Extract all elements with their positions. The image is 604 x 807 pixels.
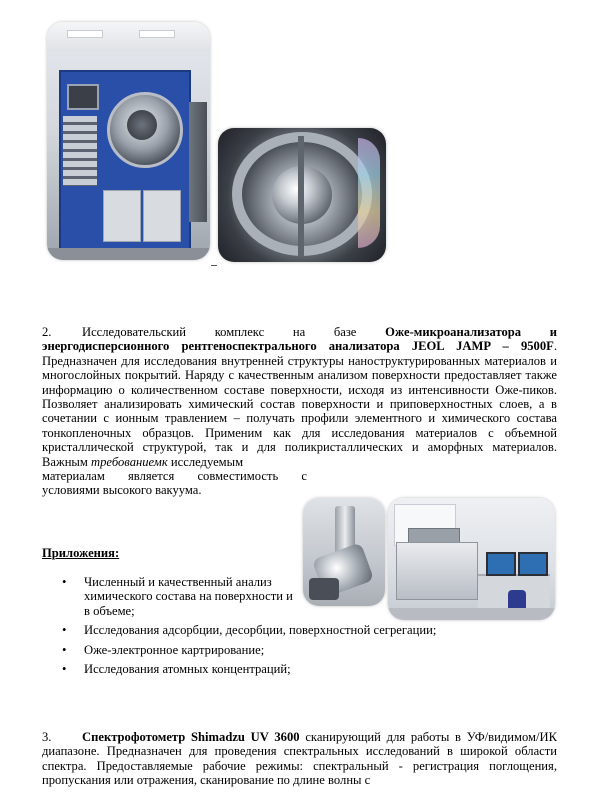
bullet-icon: • [62, 642, 67, 657]
section-2-intro: Исследовательский комплекс на базе [82, 325, 357, 339]
list-item [42, 575, 557, 618]
photo-chamber-core [127, 110, 157, 140]
photo-floor [47, 248, 210, 260]
section-3-title: Спектрофотометр Shimadzu UV 3600 [82, 730, 300, 744]
photo-monitor [486, 552, 516, 576]
photo-side-unit [189, 102, 207, 222]
section-2-title: Оже-микроанализатора и энергодисперсионного рентгеноспектрального анализатора JEOL JAMP – 9500F [42, 325, 557, 354]
list-item-text: Исследования атомных концентраций; [84, 662, 291, 677]
bullet-icon: • [62, 575, 67, 589]
vacuum-chamber-interior-photo [218, 128, 386, 262]
divider-mark [211, 265, 217, 266]
list-item-text: Исследования адсорбции, десорбции, поверхностной сегрегации; [84, 623, 437, 638]
list-item-text: Оже-электронное картрирование; [84, 642, 265, 657]
list-item [42, 623, 557, 637]
section-3-paragraph [42, 730, 557, 788]
list-item [42, 643, 557, 657]
photo-rod [298, 136, 304, 256]
section-2-paragraph [42, 325, 557, 498]
section-2-wrap-line-2: условиями высокого вакуума. [42, 483, 202, 498]
section-2-wrap-line-1: материалам является совместимость с [42, 469, 307, 484]
section-2-body: Предназначен для исследования внутренней структуры наноструктурированных материалов и многослойных покрытий. Наряду с качественным анализом поверхности предоставляет также информацию о количественном составе поверхности, исходя из интенсивности Оже-пиков. Позволяет анализировать химический состав поверхности и приповерхностных слоев, а в сочетании с ионным травлением – получать профили элементного и химического состава тонкопленочных образцов. Применим как для исследования материалов с объемной кристаллической структурой, так и для поликристаллических и аморфных материалов. Важным [42, 353, 557, 469]
photo-door [143, 190, 181, 242]
photo-monitor [518, 552, 548, 576]
photo-screen [67, 84, 99, 110]
bullet-icon: • [62, 623, 67, 638]
photo-lamp [139, 30, 175, 38]
section-3-number: 3. [42, 730, 52, 744]
auger-microanalyzer-photo [47, 22, 210, 260]
photo-control-panel [63, 116, 97, 186]
applications-list [42, 575, 557, 681]
section-2-italic-word: требованиемк [91, 454, 168, 469]
list-item [42, 662, 557, 676]
section-3-text: сканирующий для работы в УФ/видимом/ИК диапазоне. Предназначен для проведения спектральных исследований в широкой области спектра. Предоставляемые рабочие режимы: спектральный - регистрация поглощения, пропускания или отражения, сканирование по длине волны с [42, 730, 557, 788]
list-item-text: Численный и качественный анализ химического состава на поверхности и в объеме; [84, 575, 293, 618]
photo-lamp [67, 30, 103, 38]
bullet-icon: • [62, 662, 67, 677]
applications-title: Приложения: [42, 546, 120, 560]
section-2-title-end: . [553, 339, 557, 354]
photo-reflection [358, 138, 380, 248]
section-2-number: 2. [42, 325, 52, 339]
photo-door [103, 190, 141, 242]
section-2-body-end: исследуемым [170, 454, 244, 469]
